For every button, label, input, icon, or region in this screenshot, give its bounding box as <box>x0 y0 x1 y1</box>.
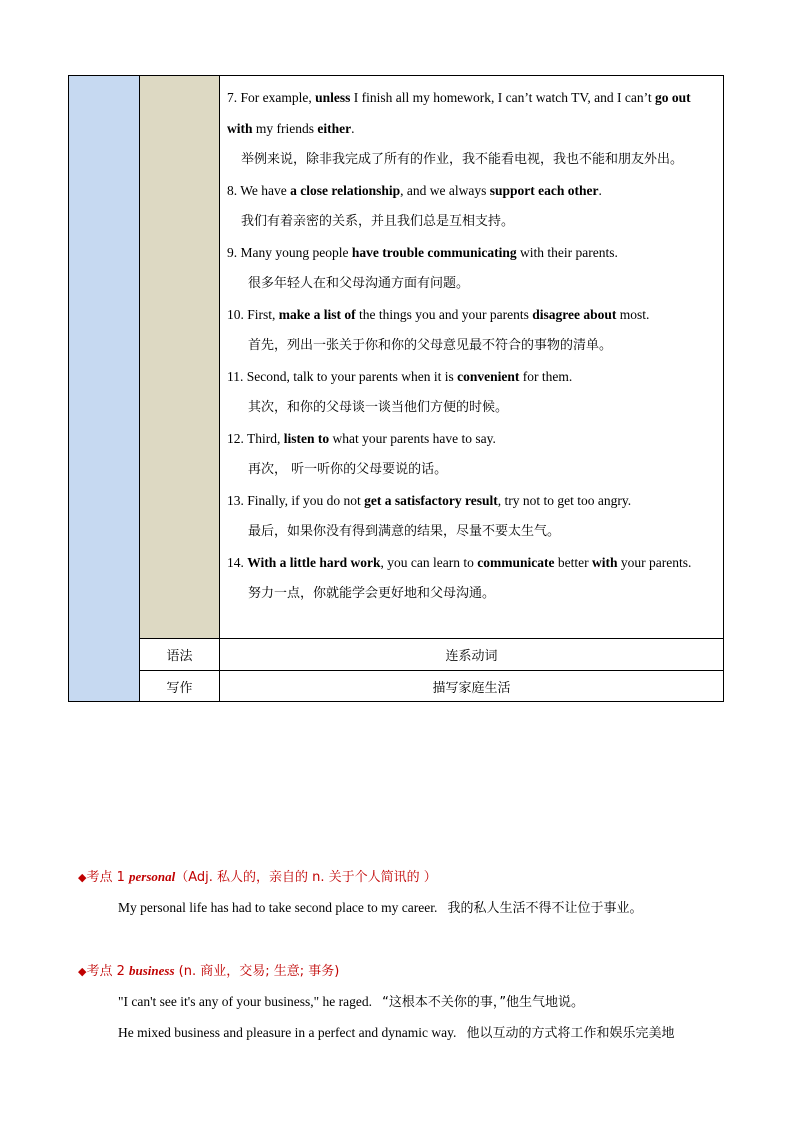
example-en: My personal life has had to take second place to my career. <box>118 900 438 915</box>
kaodian-2-example-2 <box>118 1022 675 1041</box>
sentence-en <box>227 237 717 268</box>
sentence-text: for them. <box>519 369 573 384</box>
key-phrase: support each other <box>489 183 599 198</box>
sentence-cn: 最后，如果你没有得到满意的结果，尽量不要太生气。 <box>248 524 561 539</box>
key-phrase: either <box>317 121 352 136</box>
tan-column <box>140 76 220 638</box>
sentence-text: better <box>554 555 592 570</box>
sentence-en <box>227 547 717 578</box>
sentence-text: For example, <box>237 90 316 105</box>
key-phrase: With a little hard work <box>247 555 381 570</box>
sentence-text: We have <box>237 183 291 198</box>
sentence-text: Many young people <box>237 245 352 260</box>
sentence-text: what your parents have to say. <box>329 431 496 446</box>
diamond-icon: ◆ <box>78 965 87 978</box>
kaodian-2-title <box>78 960 339 979</box>
sentence-number: 12. <box>227 431 244 446</box>
sentence-number: 14. <box>227 555 244 570</box>
sentence-en <box>227 113 717 144</box>
sentence-text: my friends <box>252 121 318 136</box>
sentence-text: , you can learn to <box>380 555 478 570</box>
sentence-en <box>227 423 717 454</box>
key-phrase: with <box>227 121 253 136</box>
sentence-cn: 很多年轻人在和父母沟通方面有问题。 <box>248 276 470 291</box>
kaodian-1-example <box>118 897 643 916</box>
key-phrase: convenient <box>457 369 520 384</box>
sentence-number: 11. <box>227 369 244 384</box>
key-phrase: disagree about <box>532 307 617 322</box>
sentence-cn: 我们有着亲密的关系，并且我们总是互相支持。 <box>241 214 515 229</box>
sentence-text: First, <box>243 307 279 322</box>
sentence-text: Finally, if you do not <box>243 493 365 508</box>
sentence-cn: 其次，和你的父母谈一谈当他们方便的时候。 <box>248 400 509 415</box>
kaodian-2-gloss: (n. 商业，交易; 生意; 事务) <box>174 964 340 979</box>
kaodian-1-gloss: （Adj. 私人的，亲自的 n. 关于个人简讯的 ） <box>175 870 437 885</box>
grammar-label: 语法 <box>140 639 220 670</box>
example-zh: “这根本不关你的事，”他生气地说。 <box>382 995 585 1010</box>
sentence-text: , and we always <box>400 183 490 198</box>
kaodian-1-prefix: 考点 1 <box>86 870 130 885</box>
sentence-text: the things you and your parents <box>355 307 533 322</box>
sentence-en <box>227 175 717 206</box>
sentence-en <box>227 485 717 516</box>
example-zh: 我的私人生活不得不让位于事业。 <box>447 901 643 916</box>
sentence-text: , try not to get too angry. <box>497 493 632 508</box>
kaodian-1-word: personal <box>129 869 176 884</box>
key-phrase: have trouble communicating <box>351 245 517 260</box>
sentence-en <box>227 82 717 113</box>
sentence-text: with their parents. <box>516 245 618 260</box>
kaodian-1-title <box>78 866 437 885</box>
sentence-number: 8. <box>227 183 238 198</box>
key-phrase: communicate <box>477 555 555 570</box>
sentence-number: 7. <box>227 90 238 105</box>
grammar-row <box>140 638 723 670</box>
kaodian-2-example-1 <box>118 991 584 1010</box>
sentence-en <box>227 299 717 330</box>
example-en: "I can't see it's any of your business," he raged. <box>118 994 372 1009</box>
grammar-value: 连系动词 <box>445 649 498 664</box>
key-phrase: unless <box>315 90 351 105</box>
diamond-icon: ◆ <box>78 871 87 884</box>
sentence-cn: 再次， 听一听你的父母要说的话。 <box>248 462 448 477</box>
sentences-cell <box>220 76 723 638</box>
sentence-text: most. <box>616 307 650 322</box>
example-zh: 他以互动的方式将工作和娱乐完美地 <box>466 1026 675 1041</box>
writing-row <box>140 670 723 701</box>
key-phrase: go out <box>654 90 691 105</box>
example-en: He mixed business and pleasure in a perfect and dynamic way. <box>118 1025 457 1040</box>
key-phrase: make a list of <box>278 307 356 322</box>
kaodian-2-word: business <box>129 963 175 978</box>
sentence-cn: 努力一点，你就能学会更好地和父母沟通。 <box>248 586 496 601</box>
sentence-text: Third, <box>243 431 284 446</box>
writing-label: 写作 <box>140 671 220 701</box>
blue-column <box>69 76 140 701</box>
key-phrase: a close relationship <box>290 183 401 198</box>
sentence-number: 9. <box>227 245 238 260</box>
kaodian-2-prefix: 考点 2 <box>86 964 130 979</box>
sentence-number: 10. <box>227 307 244 322</box>
key-phrase: listen to <box>283 431 330 446</box>
sentence-cn: 首先，列出一张关于你和你的父母意见最不符合的事物的清单。 <box>248 338 613 353</box>
sentence-number: 13. <box>227 493 244 508</box>
sentence-text: I finish all my homework, I can’t watch TV, and I can’t <box>350 90 655 105</box>
sentence-text: Second, talk to your parents when it is <box>243 369 458 384</box>
writing-value: 描写家庭生活 <box>432 680 511 696</box>
sentence-text: your parents. <box>617 555 692 570</box>
sentence-text: . <box>598 183 602 198</box>
sentence-en <box>227 361 717 392</box>
sentence-text: . <box>351 121 355 136</box>
key-phrase: get a satisfactory result <box>364 493 498 508</box>
sentence-cn: 举例来说，除非我完成了所有的作业，我不能看电视，我也不能和朋友外出。 <box>241 152 684 167</box>
vocab-table <box>68 75 724 702</box>
key-phrase: with <box>591 555 618 570</box>
